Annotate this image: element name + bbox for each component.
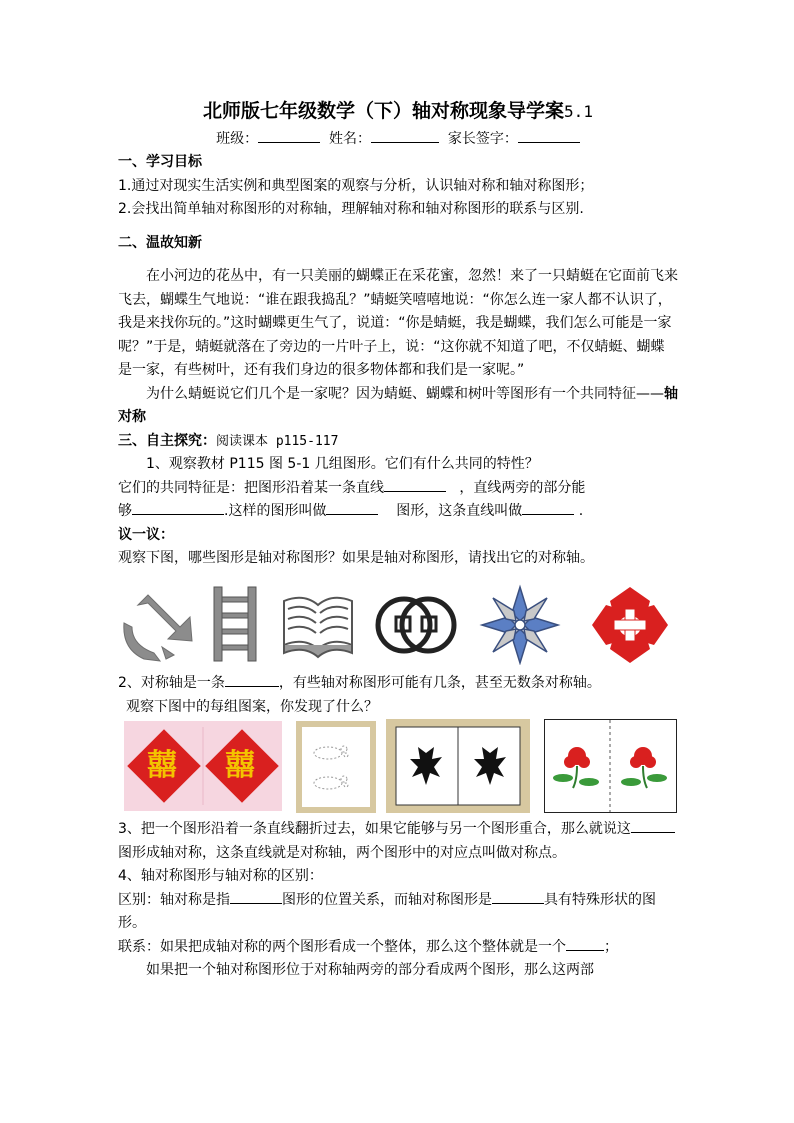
link-text-a: 如果把成轴对称的两个图形看成一个整体，那么这个整体就是一个	[160, 938, 566, 955]
q4-heading: 4、轴对称图形与轴对称的区别：	[118, 868, 323, 884]
objective-1: 1.通过对现实生活实例和典型图案的观察与分析，认识轴对称和轴对称图形；	[118, 177, 594, 194]
q2-line2: 观察下图中的每组图案，你发现了什么？	[126, 698, 378, 715]
question-answer: 轴对称	[118, 385, 678, 425]
q3-q4-block	[118, 818, 678, 983]
q1-fill-e: 图形，这条直线叫做	[396, 503, 523, 519]
q1-fill-c: 够	[118, 503, 132, 519]
worksheet	[118, 100, 678, 571]
q1-fill-f: .	[578, 503, 584, 519]
discuss-heading: 议一议：	[118, 526, 174, 543]
title-main: 北师版七年级数学（下）轴对称现象导学案	[203, 100, 565, 122]
story-text: 在小河边的花丛中，有一只美丽的蝴蝶正在采花蜜，忽然！来了一只蜻蜓在它面前飞来飞去，蝴蝶生气地说：“谁在跟我捣乱？”蜻蜓笑嘻嘻地说：“你怎么连一家人都不认识了，我是来找你玩的。”这时蝴蝶更生气了，说道：“你是蜻蜓，我是蝴蝶，我们怎么可能是一家呢？”于是，蜻蜓就落在了旁边的一片叶子上，说：“这你就不知道了吧，不仅蜻蜓、蝴蝶是一家，有些树叶，还有我们身边的很多物体都和我们是一家呢。”	[118, 268, 678, 378]
name-blank[interactable]	[371, 128, 439, 143]
objective-2: 2.会找出简单轴对称图形的对称轴，理解轴对称和轴对称图形的联系与区别.	[118, 201, 584, 217]
flower-pair-image	[544, 719, 677, 813]
question-text: 为什么蜻蜓说它们几个是一家呢？因为蜻蜓、蝴蝶和树叶等图形有一个共同特征——	[146, 385, 664, 402]
diff-text-c: 具有特殊形状的图形。	[118, 891, 656, 931]
link-label: 联系：	[118, 938, 160, 955]
parent-blank[interactable]	[518, 128, 580, 143]
diff-blank-1[interactable]	[230, 889, 282, 904]
q1-blank-4[interactable]	[522, 500, 574, 515]
book-icon	[284, 598, 352, 657]
xi-right: 囍	[225, 748, 255, 783]
section1-heading: 一、学习目标	[118, 154, 202, 170]
snowflake-icon	[482, 587, 558, 663]
anchor-icon	[124, 595, 192, 661]
page-title	[118, 100, 678, 124]
q1-fill	[118, 477, 678, 524]
q2-text-b: ，有些轴对称图形可能有几条，甚至无数条对称轴。	[278, 675, 601, 691]
section2-heading: 二、温故知新	[118, 234, 202, 251]
q1-blank-1[interactable]	[384, 477, 446, 492]
q4-diff	[118, 889, 678, 936]
link-blank[interactable]	[566, 936, 604, 951]
diff-blank-2[interactable]	[492, 889, 544, 904]
discuss-text: 观察下图，哪些图形是轴对称图形？如果是轴对称图形，请找出它的对称轴。	[118, 550, 594, 566]
q4-link	[118, 936, 678, 960]
info-line	[118, 128, 678, 152]
footprint-pair-image	[296, 721, 376, 813]
red-cross-icon	[592, 587, 668, 663]
diff-text-b: 图形的位置关系，而轴对称图形是	[282, 891, 492, 908]
q2-block	[118, 672, 688, 719]
q2-line1	[118, 672, 688, 696]
q3-text-b: 图形成轴对称，这条直线就是对称轴，两个图形中的对应点叫做对称点。	[118, 844, 566, 861]
q2-text-a: 2、对称轴是一条	[118, 675, 225, 691]
q3-text	[118, 818, 678, 865]
parent-label: 家长签字：	[447, 130, 518, 147]
ladder-icon	[214, 587, 256, 661]
diff-label: 区别：	[118, 891, 160, 908]
q3-blank[interactable]	[631, 818, 675, 833]
reading-range: 阅读课本 p115-117	[216, 433, 339, 449]
title-version: 5.1	[564, 102, 593, 121]
q1-text: 1、观察教材 P115 图 5-1 几组图形。它们有什么共同的特性？	[146, 456, 539, 472]
inkblot-pair-image	[386, 719, 530, 813]
section3-heading: 三、自主探究：	[118, 432, 216, 449]
diff-text-a: 轴对称是指	[160, 891, 230, 908]
xi-pair-image	[124, 721, 282, 811]
class-label: 班级：	[216, 130, 259, 147]
name-label: 姓名：	[329, 130, 371, 147]
q1-blank-2[interactable]	[132, 500, 224, 515]
q2-blank[interactable]	[225, 672, 279, 687]
xi-left: 囍	[147, 748, 177, 783]
q1-fill-b: ，直线两旁的部分能	[459, 479, 586, 496]
section3-line	[118, 430, 678, 454]
q4-last: 如果把一个轴对称图形位于对称轴两旁的部分看成两个图形，那么这两部	[146, 962, 594, 978]
class-blank[interactable]	[258, 128, 320, 143]
q3-text-a: 3、把一个图形沿着一条直线翻折过去，如果它能够与另一个图形重合，那么就说这	[118, 821, 631, 837]
story-question	[118, 383, 678, 430]
q1-blank-3[interactable]	[326, 500, 378, 515]
q1-fill-d: .这样的图形叫做	[224, 503, 327, 519]
q1-fill-a: 它们的共同特征是：把图形沿着某一条直线	[118, 479, 384, 496]
link-text-b: ；	[604, 938, 618, 955]
coin-icon	[378, 599, 454, 651]
shapes-row	[118, 583, 688, 665]
